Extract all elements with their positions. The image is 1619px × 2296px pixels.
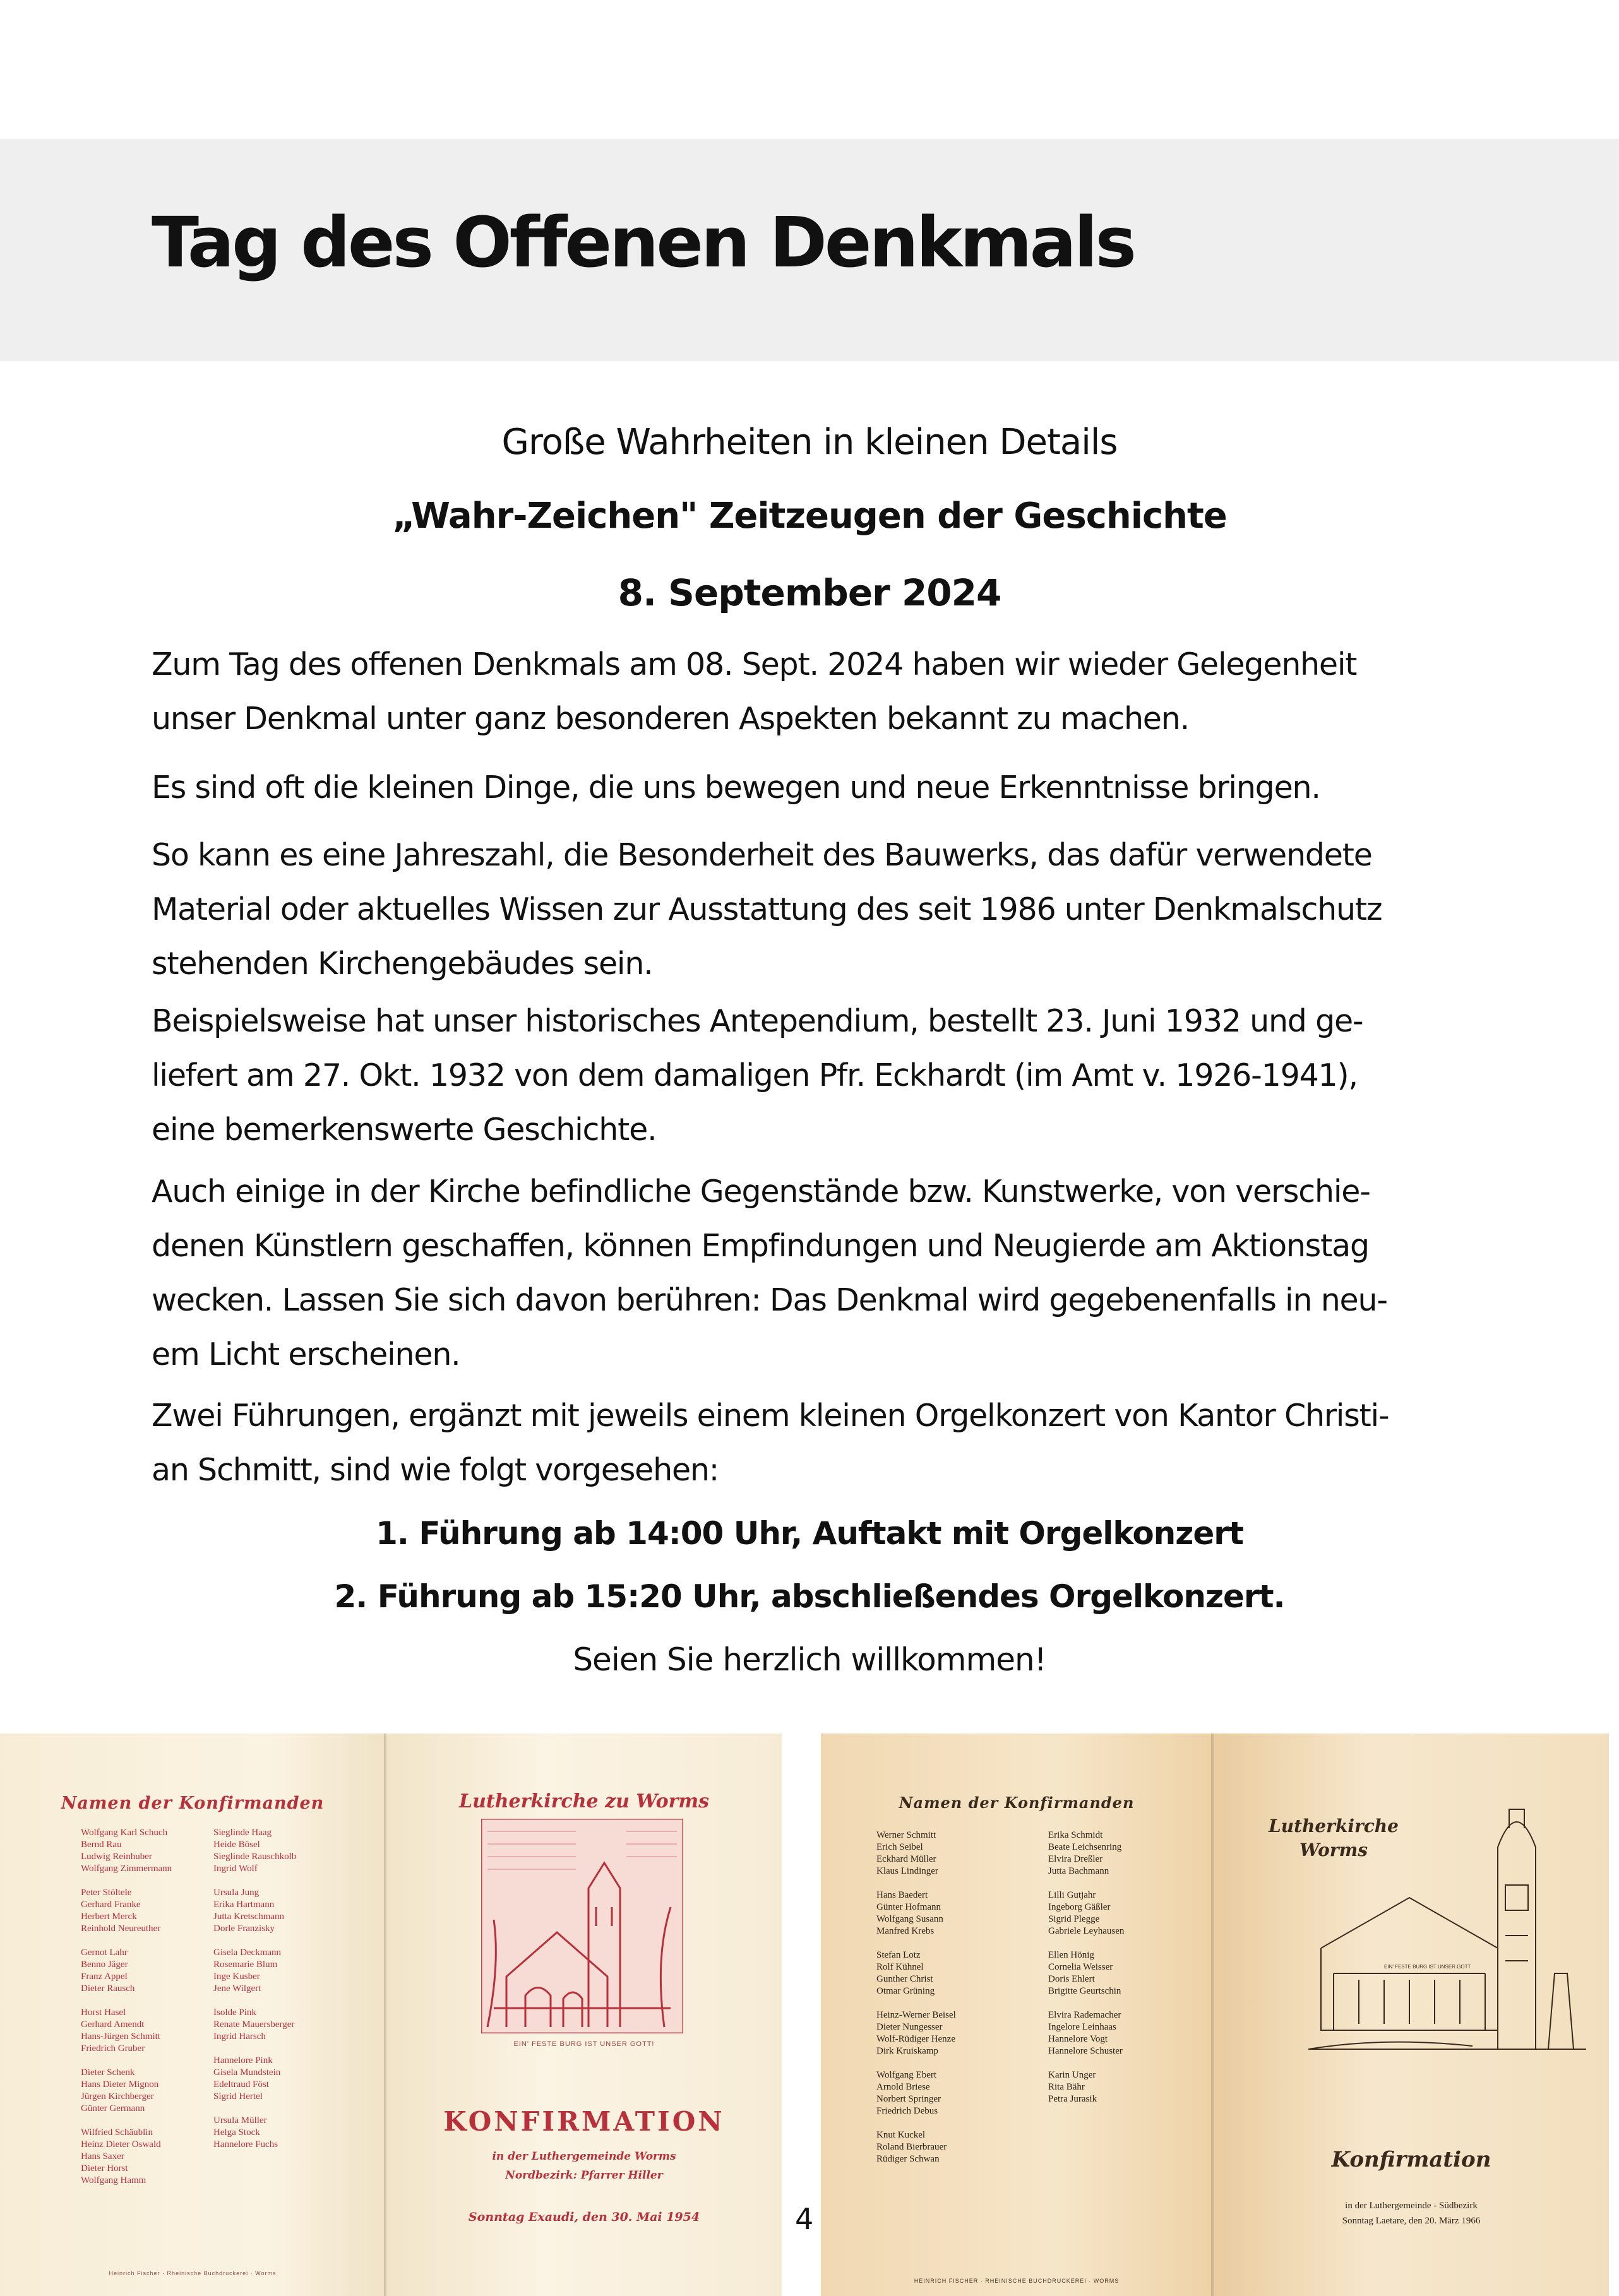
list-item: Jürgen Kirchberger [81, 2091, 154, 2102]
text-line: Zum Tag des offenen Denkmals am 08. Sept. 2024 haben wir wieder Gelegenheit [152, 646, 1357, 682]
cover-motto: EIN' FESTE BURG IST UNSER GOTT [1384, 1964, 1471, 1970]
list-item: Herbert Merck [81, 1912, 137, 1922]
konfirmation-title: KONFIRMATION [443, 2106, 725, 2137]
list-item: Gerhard Franke [81, 1900, 141, 1910]
list-item: Wolfgang Karl Schuch [81, 1828, 168, 1838]
list-item: Heinz Dieter Oswald [81, 2139, 161, 2150]
list-item: Dieter Rausch [81, 1984, 135, 1994]
list-item: Edeltraud Föst [213, 2079, 269, 2090]
text-line: Auch einige in der Kirche befindliche Gegenstände bzw. Kunstwerke, von verschie- [152, 1174, 1370, 1210]
confirmation-date: Sonntag Exaudi, den 30. Mai 1954 [468, 2210, 700, 2224]
list-item: Gerhard Amendt [81, 2019, 145, 2030]
text-line: denen Künstlern geschaffen, können Empfindungen und Neugierde am Aktionstag [152, 1228, 1369, 1264]
text-line: Material oder aktuelles Wissen zur Ausstattung des seit 1986 unter Denkmalschutz [152, 891, 1382, 927]
list-item: Gisela Deckmann [213, 1948, 282, 1958]
motto: EIN' FESTE BURG IST UNSER GOTT! [513, 2040, 655, 2048]
list-item: Ellen Hönig [1048, 1950, 1094, 1960]
brochure-1954-cover [386, 1734, 782, 2296]
list-spacer [1048, 1937, 1124, 1949]
list-item: Petra Jurasik [1048, 2094, 1097, 2104]
list-item: Doris Ehlert [1048, 1974, 1095, 1984]
list-item: Wolfgang Ebert [876, 2070, 937, 2080]
list-item: Wilfried Schäublin [81, 2127, 153, 2138]
list-item: Wolfgang Zimmermann [81, 1864, 172, 1874]
list-item: Heide Bösel [213, 1840, 260, 1850]
list-item: Reinhold Neureuther [81, 1924, 161, 1934]
confirmation-date: Sonntag Laetare, den 20. März 1966 [1342, 2216, 1481, 2226]
text-line: Beispielsweise hat unser historisches Antependium, bestellt 23. Juni 1932 und ge- [152, 1003, 1363, 1039]
list-item: Ingrid Wolf [213, 1864, 258, 1874]
page-title: Tag des Offenen Denkmals [152, 202, 1134, 283]
list-item: Beate Leichsenring [1048, 1842, 1122, 1852]
list-item: Hannelore Pink [213, 2055, 273, 2066]
list-item: Sieglinde Rauschkolb [213, 1852, 297, 1862]
list-item: Erika Hartmann [213, 1900, 275, 1910]
list-spacer [213, 1995, 296, 2007]
subtitle: Große Wahrheiten in kleinen Details [501, 422, 1118, 463]
list-spacer [213, 2043, 296, 2055]
text-line: wecken. Lassen Sie sich davon berühren: Das Denkmal wird gegebenenfalls in neu- [152, 1282, 1387, 1318]
page-number: 4 [795, 2202, 814, 2236]
list-item: Jutta Bachmann [1048, 1866, 1109, 1876]
list-item: Ursula Jung [213, 1888, 260, 1898]
list-item: Renate Mauersberger [213, 2019, 295, 2030]
list-item: Gabriele Leyhausen [1048, 1926, 1125, 1936]
paragraph-small-things [152, 761, 1471, 815]
list-item: Klaus Lindinger [876, 1866, 938, 1876]
list-item: Brigitte Geurtschin [1048, 1986, 1121, 1996]
konfirmation-title: Konfirmation [1331, 2147, 1491, 2172]
church-title-line-2: Worms [1299, 1840, 1368, 1860]
list-spacer [81, 1875, 172, 1887]
paragraph-intro [152, 638, 1471, 746]
list-item: Rita Bähr [1048, 2082, 1085, 2092]
text-line: stehenden Kirchengebäudes sein. [152, 946, 653, 982]
printer-imprint: Heinrich Fischer · Rheinische Buchdruckerei · Worms [109, 2270, 277, 2276]
list-item: Wolf-Rüdiger Henze [876, 2034, 955, 2044]
list-item: Manfred Krebs [876, 1926, 935, 1936]
list-spacer [81, 2115, 172, 2127]
list-item: Rosemarie Blum [213, 1960, 278, 1970]
list-item: Ingeborg Gäßler [1048, 1902, 1111, 1912]
list-item: Sigrid Plegge [1048, 1914, 1100, 1924]
list-spacer [1048, 1877, 1124, 1889]
paragraph-tours [152, 1389, 1471, 1497]
tour-2: 2. Führung ab 15:20 Uhr, abschließendes Orgelkonzert. [334, 1578, 1285, 1615]
list-spacer [81, 1995, 172, 2007]
list-item: Gernot Lahr [81, 1948, 128, 1958]
text-line: So kann es eine Jahreszahl, die Besonderheit des Bauwerks, das dafür verwendete [152, 837, 1372, 873]
list-item: Isolde Pink [213, 2008, 256, 2018]
list-item: Hans-Jürgen Schmitt [81, 2031, 160, 2042]
list-item: Jutta Kretschmann [213, 1912, 285, 1922]
list-item: Ingelore Leinhaas [1048, 2022, 1116, 2032]
brochure-1966-photo [821, 1734, 1609, 2296]
text-line: Es sind oft die kleinen Dinge, die uns bewegen und neue Erkenntnisse bringen. [152, 770, 1320, 806]
event-date: 8. September 2024 [618, 571, 1001, 614]
list-item: Rüdiger Schwan [876, 2154, 940, 2164]
list-item: Hans Baedert [876, 1890, 928, 1900]
paragraph-antependium [152, 994, 1471, 1157]
list-item: Dieter Nungesser [876, 2022, 943, 2032]
list-item: Elvira Rademacher [1048, 2010, 1121, 2020]
list-item: Inge Kusber [213, 1972, 260, 1982]
list-item: Arnold Briese [876, 2082, 930, 2092]
brochure-1966-cover [1214, 1734, 1609, 2296]
list-item: Heinz-Werner Beisel [876, 2010, 956, 2020]
text-line: liefert am 27. Okt. 1932 von dem damaligen Pfr. Eckhardt (im Amt v. 1926-1941), [152, 1057, 1358, 1093]
tour-1: 1. Führung ab 14:00 Uhr, Auftakt mit Orgelkonzert [376, 1515, 1243, 1552]
list-item: Werner Schmitt [876, 1830, 936, 1840]
list-item: Hannelore Fuchs [213, 2139, 278, 2150]
list-item: Jene Wilgert [213, 1984, 261, 1994]
list-item: Norbert Springer [876, 2094, 941, 2104]
list-item: Hans Dieter Mignon [81, 2079, 159, 2090]
paragraph-details [152, 828, 1471, 991]
list-item: Erich Seibel [876, 1842, 923, 1852]
list-item: Sieglinde Haag [213, 1828, 272, 1838]
church-line-drawing [1308, 1784, 1586, 2055]
list-item: Gisela Mundstein [213, 2067, 281, 2078]
list-item: Günter Germann [81, 2103, 145, 2114]
list-item: Dieter Schenk [81, 2067, 135, 2078]
church-woodcut-illustration [481, 1819, 683, 2033]
list-spacer [876, 1877, 956, 1889]
list-item: Rolf Kühnel [876, 1962, 924, 1972]
names-column-boys [876, 1829, 956, 2165]
names-column-boys [81, 1827, 172, 2187]
list-spacer [213, 1875, 296, 1887]
district-line: Nordbezirk: Pfarrer Hiller [505, 2169, 663, 2182]
brochure-1954-names-page [0, 1734, 385, 2296]
list-spacer [876, 1937, 956, 1949]
list-item: Peter Stöltele [81, 1888, 132, 1898]
list-item: Knut Kuckel [876, 2130, 926, 2140]
list-item: Stefan Lotz [876, 1950, 921, 1960]
parish-line: in der Luthergemeinde Worms [492, 2150, 676, 2163]
names-heading: Namen der Konfirmanden [899, 1793, 1135, 1812]
text-line: unser Denkmal unter ganz besonderen Aspekten bekannt zu machen. [152, 701, 1189, 737]
list-item: Wolfgang Susann [876, 1914, 943, 1924]
list-item: Elvira Dreßler [1048, 1854, 1103, 1864]
parish-line: in der Luthergemeinde - Südbezirk [1345, 2201, 1478, 2211]
paragraph-artworks [152, 1165, 1471, 1382]
text-line: an Schmitt, sind wie folgt vorgesehen: [152, 1452, 719, 1488]
list-item: Ludwig Reinhuber [81, 1852, 152, 1862]
church-title: Lutherkirche zu Worms [458, 1790, 710, 1812]
brochure-1966-names-page [821, 1734, 1212, 2296]
printer-imprint: HEINRICH FISCHER · RHEINISCHE BUCHDRUCKEREI · WORMS [914, 2278, 1120, 2284]
list-spacer [876, 1997, 956, 2009]
list-spacer [213, 1935, 296, 1947]
list-item: Otmar Grüning [876, 1986, 935, 1996]
list-item: Günter Hofmann [876, 1902, 941, 1912]
names-heading: Namen der Konfirmanden [61, 1793, 325, 1813]
list-item: Hannelore Schuster [1048, 2046, 1123, 2056]
list-item: Benno Jäger [81, 1960, 128, 1970]
list-item: Dieter Horst [81, 2163, 128, 2174]
list-spacer [1048, 2057, 1124, 2069]
list-spacer [876, 2117, 956, 2129]
list-item: Bernd Rau [81, 1840, 122, 1850]
list-item: Wolfgang Hamm [81, 2175, 146, 2186]
welcome-line: Seien Sie herzlich willkommen! [573, 1641, 1046, 1678]
list-item: Hannelore Vogt [1048, 2034, 1108, 2044]
list-spacer [1048, 1997, 1124, 2009]
text-line: Zwei Führungen, ergänzt mit jeweils einem kleinen Orgelkonzert von Kantor Christi- [152, 1398, 1389, 1434]
list-spacer [81, 2055, 172, 2067]
list-item: Roland Bierbrauer [876, 2142, 947, 2152]
list-item: Helga Stock [213, 2127, 260, 2138]
list-item: Ingrid Harsch [213, 2031, 266, 2042]
headline: „Wahr-Zeichen" Zeitzeugen der Geschichte [392, 496, 1227, 537]
list-item: Cornelia Weisser [1048, 1962, 1113, 1972]
list-spacer [213, 2103, 296, 2115]
text-line: eine bemerkenswerte Geschichte. [152, 1112, 657, 1148]
list-spacer [81, 1935, 172, 1947]
list-item: Karin Unger [1048, 2070, 1096, 2080]
names-column-girls [213, 1827, 296, 2151]
list-item: Dirk Kruiskamp [876, 2046, 938, 2056]
list-item: Sigrid Hertel [213, 2091, 263, 2102]
list-item: Eckhard Müller [876, 1854, 936, 1864]
list-item: Dorle Franzisky [213, 1924, 275, 1934]
list-item: Friedrich Debus [876, 2106, 938, 2116]
names-column-girls [1048, 1829, 1124, 2105]
text-line: em Licht erscheinen. [152, 1336, 460, 1372]
church-title-line-1: Lutherkirche [1269, 1816, 1399, 1836]
list-item: Lilli Gutjahr [1048, 1890, 1096, 1900]
list-item: Erika Schmidt [1048, 1830, 1103, 1840]
list-item: Friedrich Gruber [81, 2043, 145, 2054]
brochure-1954-photo [0, 1734, 782, 2296]
list-item: Horst Hasel [81, 2008, 126, 2018]
list-item: Ursula Müller [213, 2115, 267, 2126]
list-spacer [876, 2057, 956, 2069]
list-item: Gunther Christ [876, 1974, 933, 1984]
list-item: Franz Appel [81, 1972, 128, 1982]
list-item: Hans Saxer [81, 2151, 124, 2162]
